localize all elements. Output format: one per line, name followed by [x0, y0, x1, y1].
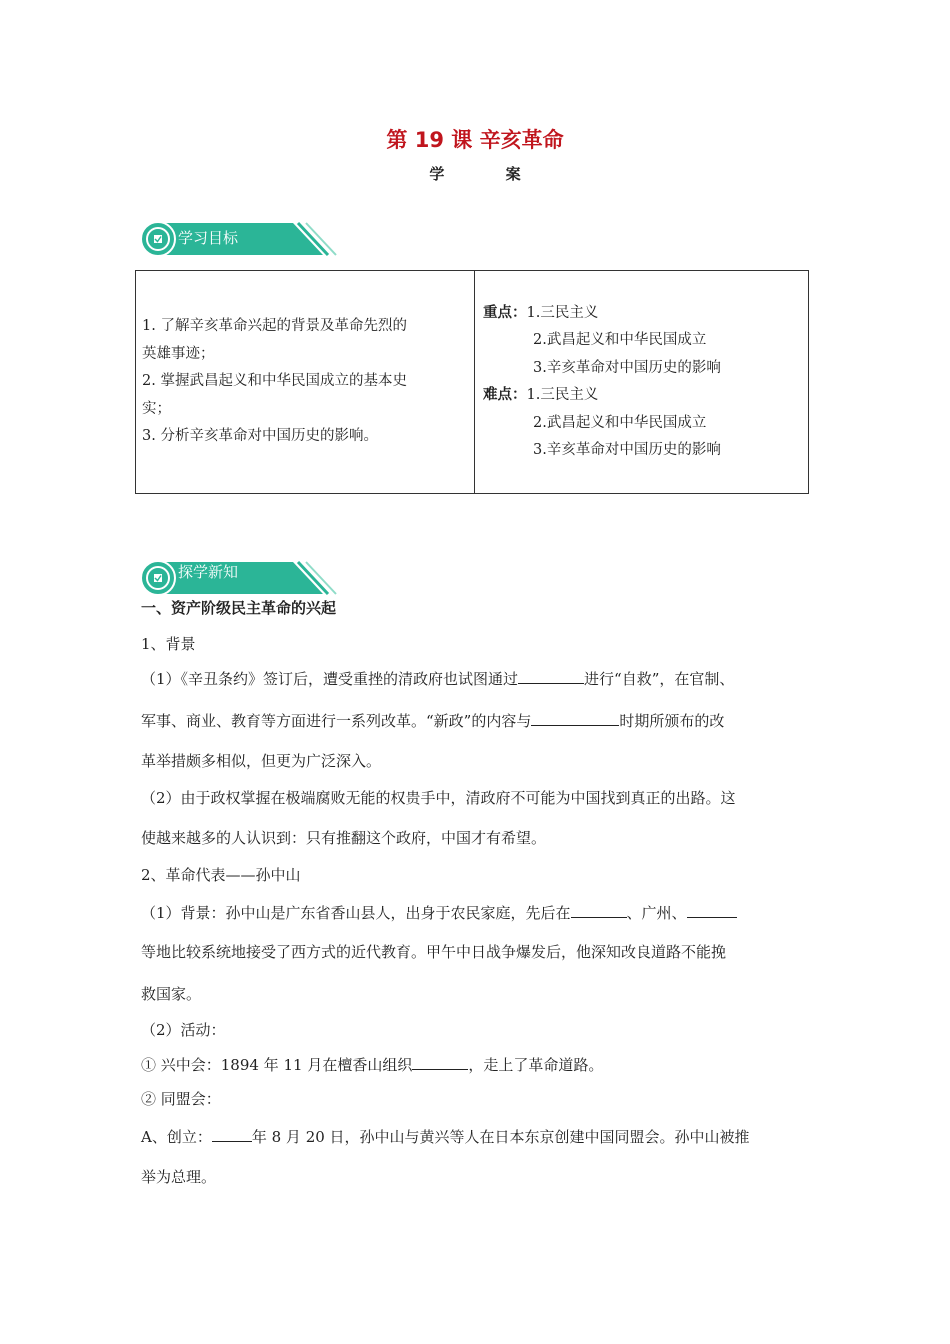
- key-point: 1.三民主义: [526, 304, 599, 321]
- paragraph-line: ① 兴中会：1894 年 11 月在檀香山组织 ，走上了革命道路。: [141, 1053, 603, 1076]
- key-point: 3.辛亥革命对中国历史的影响: [533, 359, 721, 376]
- subheading: 1、背景: [141, 635, 196, 653]
- goal-line: 英雄事迹；: [142, 345, 215, 362]
- key-point: 2.武昌起义和中华民国成立: [533, 332, 707, 348]
- fill-blank[interactable]: [518, 667, 584, 684]
- goal-line: 1. 了解辛亥革命兴起的背景及革命先烈的: [142, 318, 407, 335]
- paragraph-line: 举为总理。: [141, 1168, 217, 1186]
- paragraph-line: （2）活动：: [141, 1021, 226, 1039]
- difficult-label: 难点：: [483, 387, 527, 403]
- difficult-point: 1.三民主义: [526, 387, 599, 403]
- paragraph-line: 军事、商业、教育等方面进行一系列改革。“新政”的内容与 时期所颁布的改: [141, 709, 724, 732]
- goals-right-cell: [475, 271, 809, 494]
- explore-banner-label: 探学新知: [178, 563, 239, 581]
- paragraph-line: （1）《辛丑条约》签订后，遭受重挫的清政府也试图通过 进行“自救”，在官制、: [141, 667, 734, 690]
- goal-line: 3. 分析辛亥革命对中国历史的影响。: [142, 428, 378, 445]
- difficult-point: 2.武昌起义和中华民国成立: [533, 414, 707, 431]
- goals-banner-label: 学习目标: [178, 229, 239, 247]
- page-subtitle: 学 案: [429, 165, 549, 183]
- page-title: 第 19 课 辛亥革命: [386, 128, 564, 152]
- fill-blank[interactable]: [531, 709, 619, 726]
- explore-banner: [138, 558, 338, 598]
- fill-blank[interactable]: [571, 901, 627, 918]
- section-heading: 一、资产阶级民主革命的兴起: [141, 599, 337, 617]
- subheading: 2、革命代表——孙中山: [141, 866, 301, 884]
- paragraph-line: 等地比较系统地接受了西方式的近代教育。甲午中日战争爆发后，他深知改良道路不能挽: [141, 943, 727, 961]
- goal-line: 2. 掌握武昌起义和中华民国成立的基本史: [142, 373, 407, 390]
- fill-blank[interactable]: [212, 1125, 252, 1142]
- paragraph-line: 使越来越多的人认识到：只有推翻这个政府，中国才有希望。: [141, 829, 547, 847]
- paragraph-line: ② 同盟会：: [141, 1090, 221, 1108]
- goal-line: 实；: [142, 400, 171, 417]
- paragraph-line: A、创立： 年 8 月 20 日，孙中山与黄兴等人在日本东京创建中国同盟会。孙中山被推: [141, 1125, 750, 1148]
- paragraph-line: 救国家。: [141, 985, 202, 1003]
- paragraph-line: （2）由于政权掌握在极端腐败无能的权贵手中，清政府不可能为中国找到真正的出路。这: [141, 789, 736, 807]
- goals-table: [135, 270, 809, 494]
- goals-banner: [138, 219, 338, 259]
- fill-blank[interactable]: [687, 901, 737, 918]
- fill-blank[interactable]: [412, 1053, 468, 1070]
- paragraph-line: 革举措颇多相似，但更为广泛深入。: [141, 752, 382, 770]
- key-label: 重点：: [483, 304, 527, 321]
- difficult-point: 3.辛亥革命对中国历史的影响: [533, 442, 721, 458]
- paragraph-line: （1）背景：孙中山是广东省香山县人，出身于农民家庭，先后在 、广州、: [141, 901, 737, 924]
- goals-left-cell: [136, 271, 475, 494]
